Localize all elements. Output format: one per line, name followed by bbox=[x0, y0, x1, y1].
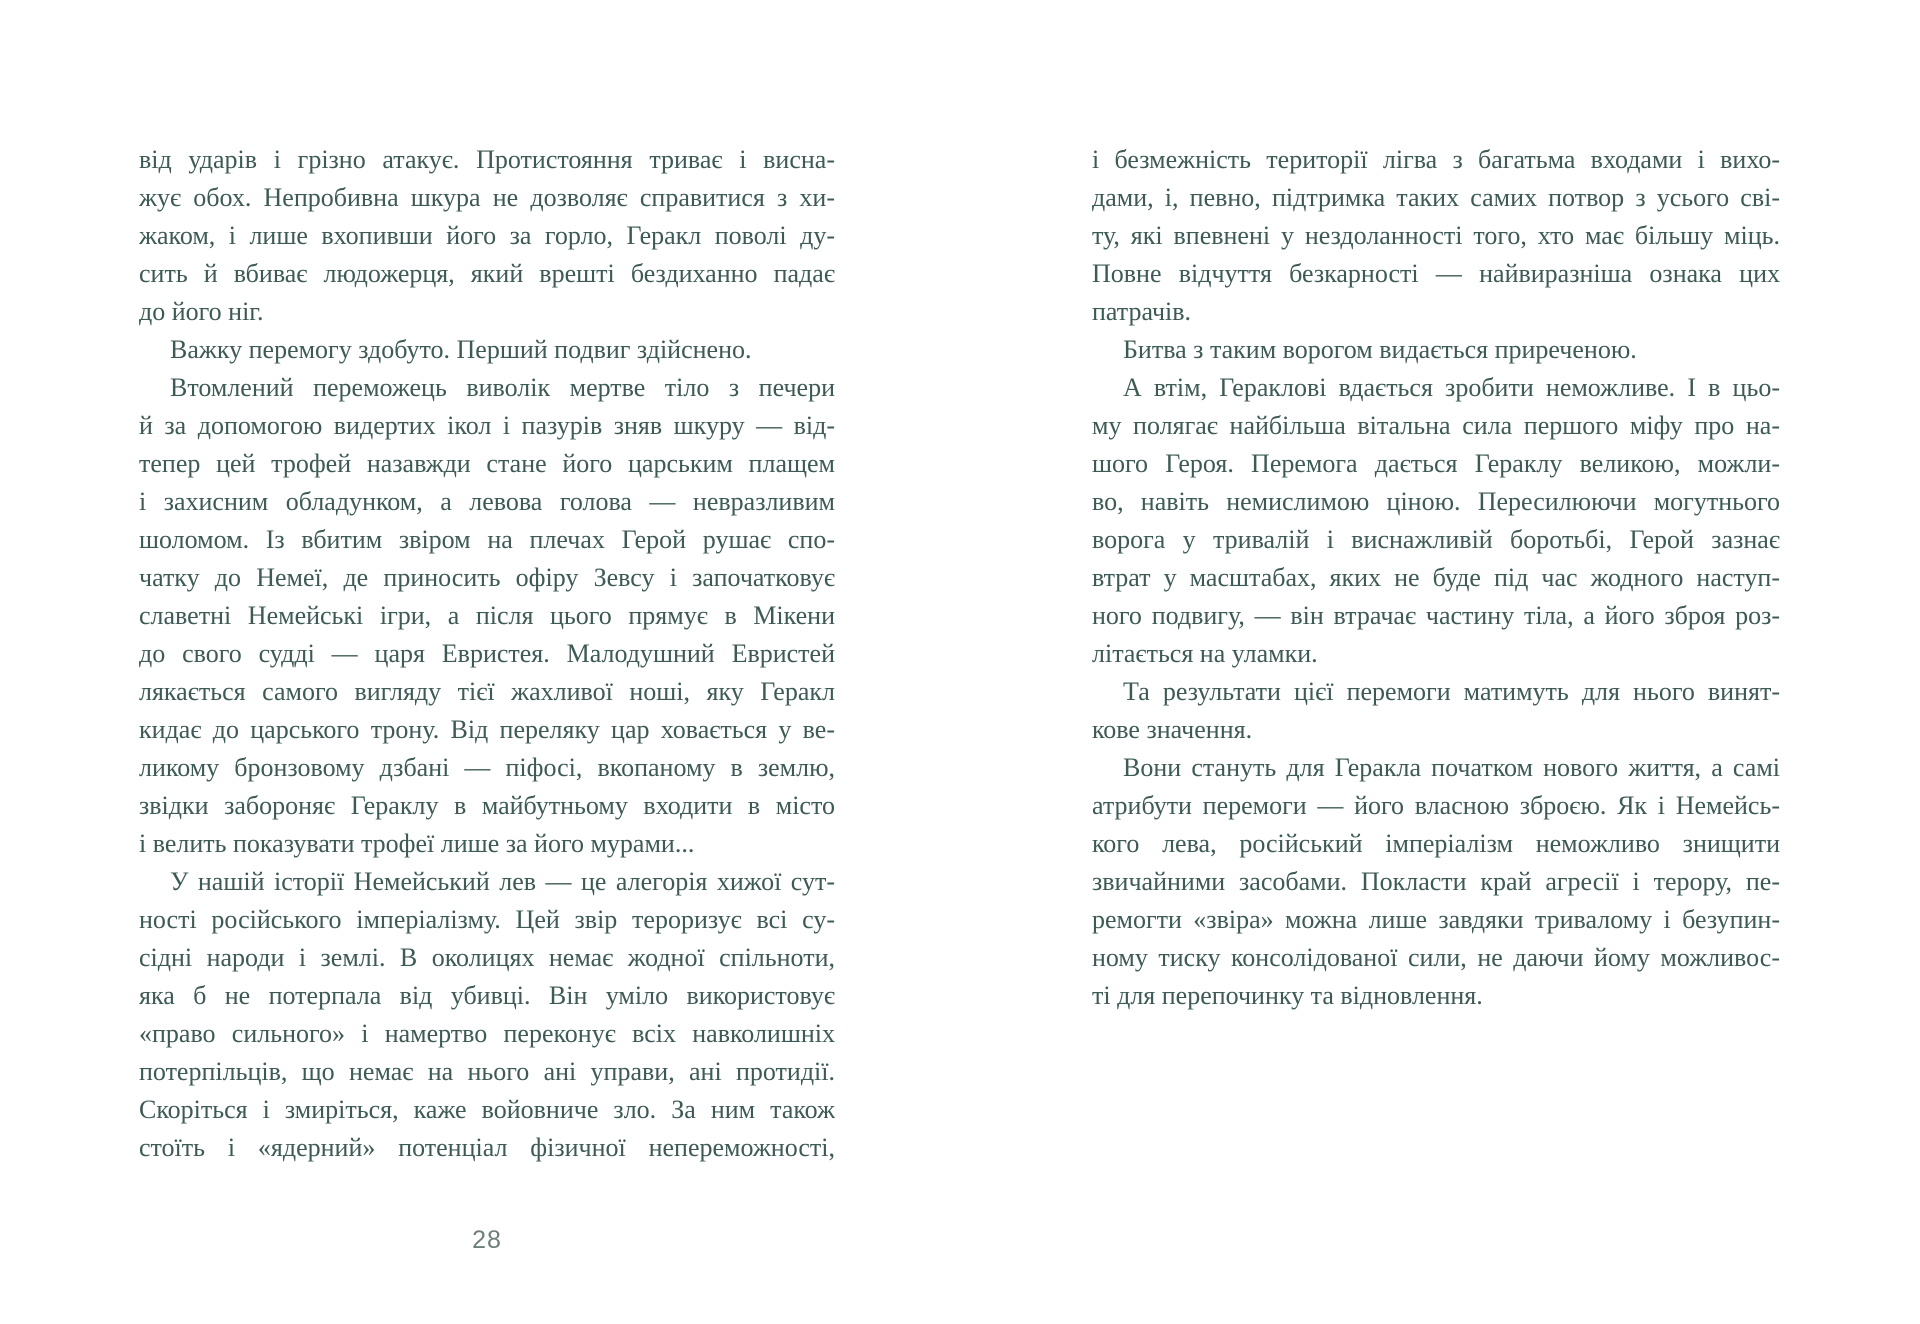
text-line: чатку до Немеї, де приносить офіру Зевсу і започатковує bbox=[139, 563, 835, 592]
text-line: ремогти «звіра» можна лише завдяки тривалому і безупин- bbox=[1092, 905, 1780, 934]
text-line: яка б не потерпала від убивці. Він уміло використовує bbox=[139, 981, 835, 1010]
text-line: тепер цей трофей назавжди стане його царським плащем bbox=[139, 449, 835, 478]
text-line: ного подвигу, — він втрачає частину тіла, а його зброя роз- bbox=[1092, 601, 1780, 630]
text-line: жаком, і лише вхопивши його за горло, Геракл поволі ду- bbox=[139, 221, 835, 250]
text-line: звичайними засобами. Покласти край агресії і терору, пе- bbox=[1092, 867, 1780, 896]
text-line: і безмежність території лігва з багатьма входами і вихо- bbox=[1092, 145, 1780, 174]
text-line: від ударів і грізно атакує. Протистояння триває і висна- bbox=[139, 145, 835, 174]
text-line: славетні Немейські ігри, а після цього прямує в Мікени bbox=[139, 601, 835, 630]
text-line: і захисним обладунком, а левова голова — невразливим bbox=[139, 487, 835, 516]
text-line: ворога у тривалій і виснажливій боротьбі, Герой зазнає bbox=[1092, 525, 1780, 554]
text-line: Повне відчуття безкарності — найвиразніша ознака цих bbox=[1092, 259, 1780, 288]
text-line: У нашій історії Немейський лев — це алегорія хижої сут- bbox=[170, 867, 835, 896]
text-line: до свого судді — царя Евристея. Малодушний Евристей bbox=[139, 639, 835, 668]
text-line: патрачів. bbox=[1092, 297, 1192, 326]
text-line: літається на уламки. bbox=[1092, 639, 1318, 668]
text-line: Скоріться і змиріться, каже войовниче зло. За ним також bbox=[139, 1095, 835, 1124]
right-page-text-column bbox=[1092, 141, 1780, 1015]
text-line: атрибути перемоги — його власною зброєю. Як і Немейсь- bbox=[1092, 791, 1780, 820]
text-line: кидає до царського трону. Від переляку цар ховається у ве- bbox=[139, 715, 835, 744]
text-line: лякається самого вигляду тієї жахливої ноші, яку Геракл bbox=[139, 677, 835, 706]
text-line: і велить показувати трофеї лише за його мурами... bbox=[139, 829, 695, 858]
text-line: Важку перемогу здобуто. Перший подвиг здійснено. bbox=[170, 335, 752, 364]
text-line: «право сильного» і намертво переконує всіх навколишніх bbox=[139, 1019, 835, 1048]
text-line: до його ніг. bbox=[139, 297, 264, 326]
text-line: стоїть і «ядерний» потенціал фізичної непереможності, bbox=[139, 1133, 835, 1162]
text-line: шого Героя. Перемога дається Гераклу великою, можли- bbox=[1092, 449, 1780, 478]
text-line: ту, які впевнені у нездоланності того, хто має більшу міць. bbox=[1092, 221, 1780, 250]
text-line: Битва з таким ворогом видається приреченою. bbox=[1123, 335, 1637, 364]
text-line: шоломом. Із вбитим звіром на плечах Герой рушає спо- bbox=[139, 525, 835, 554]
text-line: Втомлений переможець виволік мертве тіло з печери bbox=[170, 373, 835, 402]
text-line: жує обох. Непробивна шкура не дозволяє справитися з хи- bbox=[139, 183, 835, 212]
text-line: кове значення. bbox=[1092, 715, 1253, 744]
text-line: ликому бронзовому дзбані — піфосі, вкопаному в землю, bbox=[139, 753, 835, 782]
text-line: ному тиску консолідованої сили, не даючи йому можливос- bbox=[1092, 943, 1780, 972]
text-line: сить й вбиває людожерця, який врешті бездиханно падає bbox=[139, 259, 835, 288]
text-line: А втім, Гераклові вдається зробити неможливе. І в цьо- bbox=[1123, 373, 1780, 402]
page-number: 28 bbox=[472, 1226, 502, 1254]
text-line: кого лева, російський імперіалізм неможливо знищити bbox=[1092, 829, 1780, 858]
text-line: дами, і, певно, підтримка таких самих потвор з усього сві- bbox=[1092, 183, 1780, 212]
text-line: ті для перепочинку та відновлення. bbox=[1092, 981, 1483, 1010]
text-line: звідки забороняє Гераклу в майбутньому входити в місто bbox=[139, 791, 835, 820]
text-line: во, навіть немислимою ціною. Пересилюючи могутнього bbox=[1092, 487, 1780, 516]
text-line: му полягає найбільша вітальна сила першого міфу про на- bbox=[1092, 411, 1780, 440]
text-line: сідні народи і землі. В околицях немає жодної спільноти, bbox=[139, 943, 835, 972]
text-line: ності російського імперіалізму. Цей звір тероризує всі су- bbox=[139, 905, 835, 934]
left-page-text-column bbox=[139, 141, 835, 1167]
text-line: й за допомогою видертих ікол і пазурів зняв шкуру — від- bbox=[139, 411, 835, 440]
text-line: Вони стануть для Геракла початком нового життя, а самі bbox=[1123, 753, 1780, 782]
text-line: втрат у масштабах, яких не буде під час жодного наступ- bbox=[1092, 563, 1780, 592]
text-line: потерпільців, що немає на нього ані управи, ані протидії. bbox=[139, 1057, 835, 1086]
text-line: Та результати цієї перемоги матимуть для нього винят- bbox=[1123, 677, 1780, 706]
